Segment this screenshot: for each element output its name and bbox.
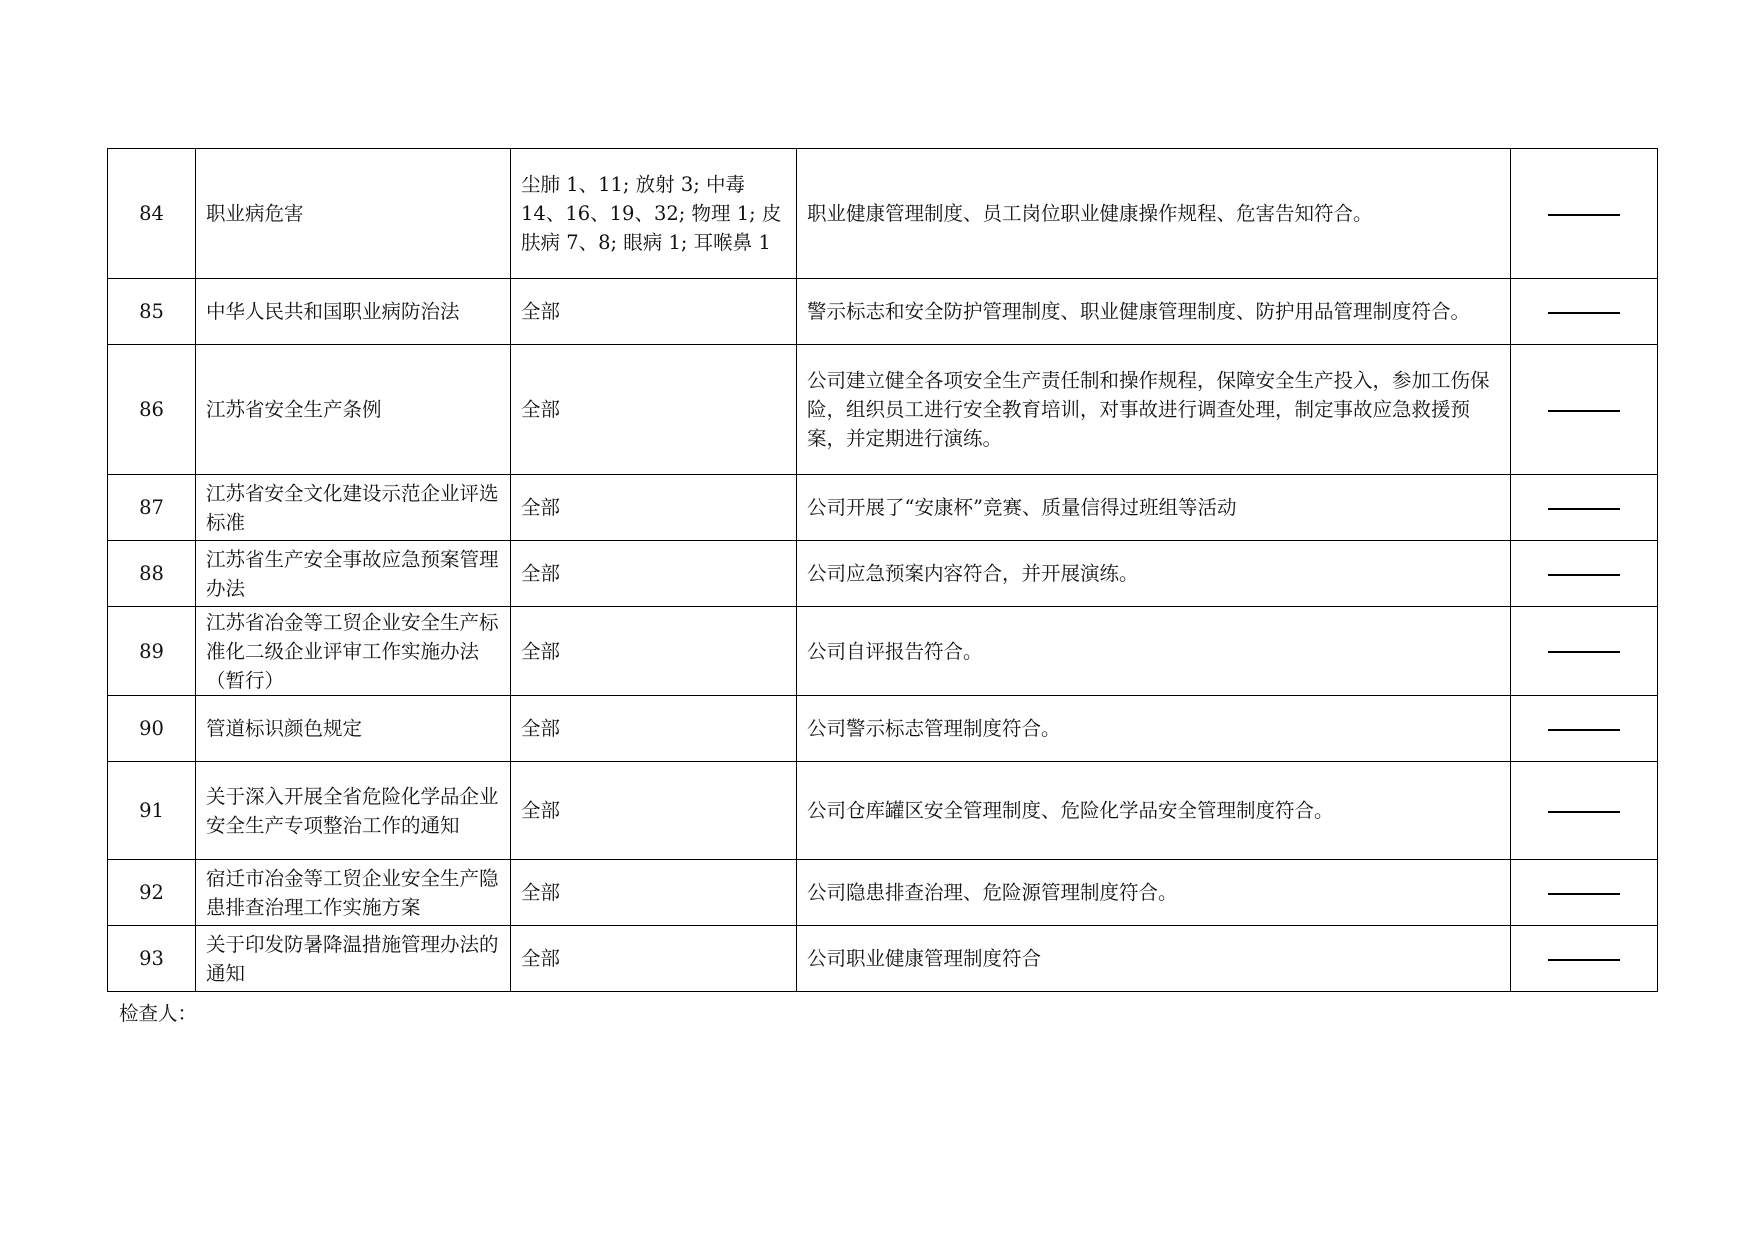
applicable-clauses: 全部: [511, 279, 797, 345]
compliance-result: 公司职业健康管理制度符合: [797, 926, 1511, 992]
compliance-result: 公司应急预案内容符合，并开展演练。: [797, 541, 1511, 607]
dash-mark: [1548, 214, 1620, 216]
remarks-cell: [1511, 926, 1658, 992]
table-row: [108, 926, 1658, 992]
regulation-name: 江苏省安全文化建设示范企业评选标准: [196, 475, 511, 541]
regulation-name: 中华人民共和国职业病防治法: [196, 279, 511, 345]
table-row: [108, 279, 1658, 345]
regulation-name: 宿迁市冶金等工贸企业安全生产隐患排查治理工作实施方案: [196, 860, 511, 926]
table-row: [108, 762, 1658, 860]
row-number: 90: [108, 696, 196, 762]
table-row: [108, 345, 1658, 475]
dash-mark: [1548, 410, 1620, 412]
applicable-clauses: 全部: [511, 696, 797, 762]
compliance-result: 公司开展了“安康杯”竞赛、质量信得过班组等活动: [797, 475, 1511, 541]
applicable-clauses: 全部: [511, 475, 797, 541]
applicable-clauses: 全部: [511, 860, 797, 926]
regulation-name: 关于深入开展全省危险化学品企业安全生产专项整治工作的通知: [196, 762, 511, 860]
compliance-result: 公司警示标志管理制度符合。: [797, 696, 1511, 762]
table-row: [108, 860, 1658, 926]
compliance-result: 公司建立健全各项安全生产责任制和操作规程，保障安全生产投入，参加工伤保险，组织员工进行安全教育培训，对事故进行调查处理，制定事故应急救援预案，并定期进行演练。: [797, 345, 1511, 475]
regulation-name: 管道标识颜色规定: [196, 696, 511, 762]
remarks-cell: [1511, 475, 1658, 541]
regulation-name: 职业病危害: [196, 149, 511, 279]
remarks-cell: [1511, 607, 1658, 696]
row-number: 91: [108, 762, 196, 860]
dash-mark: [1548, 811, 1620, 813]
applicable-clauses: 全部: [511, 762, 797, 860]
dash-mark: [1548, 959, 1620, 961]
applicable-clauses: 全部: [511, 607, 797, 696]
remarks-cell: [1511, 762, 1658, 860]
dash-mark: [1548, 729, 1620, 731]
applicable-clauses: 全部: [511, 541, 797, 607]
remarks-cell: [1511, 860, 1658, 926]
row-number: 84: [108, 149, 196, 279]
remarks-cell: [1511, 345, 1658, 475]
dash-mark: [1548, 893, 1620, 895]
regulation-compliance-table: [107, 148, 1658, 992]
dash-mark: [1548, 574, 1620, 576]
compliance-result: 公司自评报告符合。: [797, 607, 1511, 696]
compliance-result: 职业健康管理制度、员工岗位职业健康操作规程、危害告知符合。: [797, 149, 1511, 279]
remarks-cell: [1511, 541, 1658, 607]
dash-mark: [1548, 508, 1620, 510]
regulation-name: 江苏省冶金等工贸企业安全生产标准化二级企业评审工作实施办法（暂行）: [196, 607, 511, 696]
compliance-result: 公司隐患排查治理、危险源管理制度符合。: [797, 860, 1511, 926]
table-row: [108, 149, 1658, 279]
regulation-name: 江苏省生产安全事故应急预案管理办法: [196, 541, 511, 607]
inspector-label: 检查人：: [119, 1002, 198, 1025]
row-number: 88: [108, 541, 196, 607]
row-number: 89: [108, 607, 196, 696]
regulation-name: 江苏省安全生产条例: [196, 345, 511, 475]
table-row: [108, 475, 1658, 541]
compliance-result: 警示标志和安全防护管理制度、职业健康管理制度、防护用品管理制度符合。: [797, 279, 1511, 345]
table-row: [108, 607, 1658, 696]
applicable-clauses: 全部: [511, 345, 797, 475]
table-row: [108, 696, 1658, 762]
regulation-name: 关于印发防暑降温措施管理办法的通知: [196, 926, 511, 992]
row-number: 86: [108, 345, 196, 475]
dash-mark: [1548, 312, 1620, 314]
remarks-cell: [1511, 149, 1658, 279]
remarks-cell: [1511, 279, 1658, 345]
row-number: 93: [108, 926, 196, 992]
applicable-clauses: 全部: [511, 926, 797, 992]
dash-mark: [1548, 651, 1620, 653]
applicable-clauses: 尘肺 1、11; 放射 3; 中毒 14、16、19、32; 物理 1; 皮肤病 7、8; 眼病 1; 耳喉鼻 1: [511, 149, 797, 279]
table-row: [108, 541, 1658, 607]
row-number: 85: [108, 279, 196, 345]
row-number: 87: [108, 475, 196, 541]
compliance-result: 公司仓库罐区安全管理制度、危险化学品安全管理制度符合。: [797, 762, 1511, 860]
row-number: 92: [108, 860, 196, 926]
remarks-cell: [1511, 696, 1658, 762]
